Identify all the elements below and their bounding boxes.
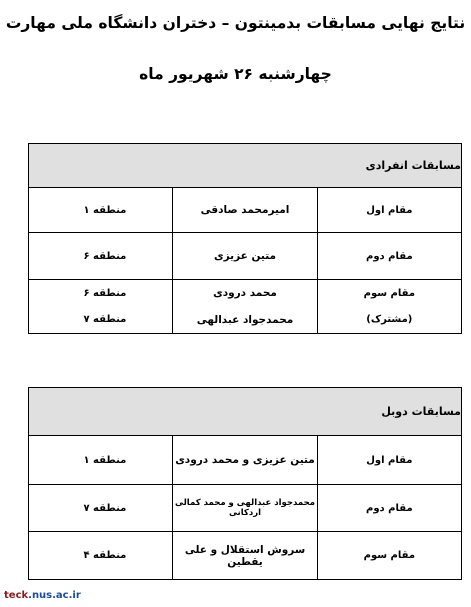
table-row xyxy=(29,233,462,280)
name-cell: متین عزیزی xyxy=(173,233,317,280)
page-title: نتایج نهایی مسابقات بدمینتون – دختران دانشگاه ملی مهارت xyxy=(5,14,466,32)
rank-cell: مقام دوم xyxy=(317,233,461,280)
table-row xyxy=(29,188,462,233)
region-cell xyxy=(29,280,173,334)
region-entry: منطقه ۶ xyxy=(83,287,127,299)
singles-header: مسابقات انفرادی xyxy=(29,144,462,188)
name-entry: محمدجواد عبدالهی xyxy=(196,313,294,326)
logo-text-part1: teck xyxy=(4,589,29,601)
rank-cell: مقام سوم xyxy=(317,532,461,580)
table-row xyxy=(29,280,462,334)
rank-cell xyxy=(317,280,461,334)
rank-note: (مشترک) xyxy=(366,314,413,326)
region-cell: منطقه ۶ xyxy=(29,233,173,280)
name-cell: متین عزیزی و محمد درودی xyxy=(173,436,317,485)
region-cell: منطقه ۴ xyxy=(29,532,173,580)
rank-label: مقام سوم xyxy=(363,287,416,299)
table-row xyxy=(29,436,462,485)
region-cell: منطقه ۱ xyxy=(29,436,173,485)
name-cell: محمدجواد عبدالهی و محمد کمالی اردکانی xyxy=(173,485,317,532)
table-row xyxy=(29,485,462,532)
rank-cell: مقام اول xyxy=(317,188,461,233)
singles-results-table xyxy=(28,143,462,334)
region-cell: منطقه ۱ xyxy=(29,188,173,233)
page-subtitle-date: چهارشنبه ۲۶ شهریور ماه xyxy=(139,65,332,83)
table-row xyxy=(29,532,462,580)
rank-cell: مقام دوم xyxy=(317,485,461,532)
doubles-header: مسابقات دوبل xyxy=(29,388,462,436)
region-entry: منطقه ۷ xyxy=(83,314,127,326)
doubles-results-table xyxy=(28,387,462,580)
name-cell: امیرمحمد صادقی xyxy=(173,188,317,233)
logo-text-part2: .nus.ac.ir xyxy=(28,589,81,601)
region-cell: منطقه ۷ xyxy=(29,485,173,532)
name-entry: محمد درودی xyxy=(213,287,277,300)
name-cell xyxy=(173,280,317,334)
site-logo xyxy=(0,583,112,607)
rank-cell: مقام اول xyxy=(317,436,461,485)
name-cell: سروش استقلال و علی یقطین xyxy=(173,532,317,580)
